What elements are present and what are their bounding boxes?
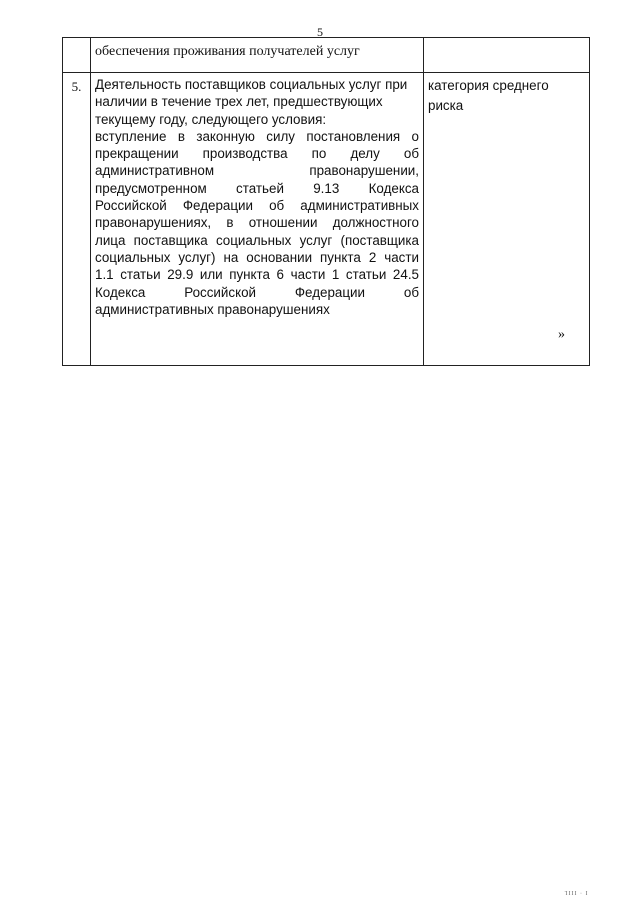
condition-line: вступление в законную силу постановления о [95, 128, 419, 144]
risk-category-table [62, 37, 590, 366]
closing-quote: » [558, 327, 565, 342]
condition-line: предусмотренном статьей 9.13 Кодекса [95, 180, 419, 196]
row-description-cell [91, 73, 424, 366]
condition-line: 1.1 статьи 29.9 или пункта 6 части 1 статьи 24.5 [95, 267, 419, 283]
intro-line: наличии в течение трех лет, предшествующих [95, 94, 383, 110]
condition-line: правонарушениях, в отношении должностного [95, 215, 419, 231]
intro-line: текущему году, следующего условия: [95, 111, 327, 127]
row-category-cell [424, 38, 590, 73]
category-line: категория среднего [428, 78, 549, 93]
table-row-continuation [63, 38, 590, 73]
condition-line: административном правонарушении, [95, 163, 419, 179]
footer-mark: ΊΙΙΙ · Ι [565, 891, 589, 897]
condition-line: социальных услуг) на основании пункта 2 части [95, 249, 419, 265]
condition-line: административных правонарушениях [95, 301, 330, 317]
condition-line: прекращении производства по делу об [95, 146, 419, 162]
category-line: риска [428, 98, 464, 113]
condition-line: Кодекса Российской Федерации об [95, 284, 419, 300]
row-description-intro [95, 76, 419, 128]
table-row-5 [63, 73, 590, 366]
row-number-cell [63, 38, 91, 73]
intro-line: Деятельность поставщиков социальных услуг при [95, 77, 408, 92]
row-category-cell [424, 73, 590, 366]
condition-line: лица поставщика социальных услуг (поставщика [95, 232, 419, 248]
row-number-cell: 5. [63, 73, 91, 366]
row-description-cell: обеспечения проживания получателей услуг [91, 38, 424, 73]
page-number: 5 [317, 25, 323, 39]
row-description-condition [95, 128, 419, 318]
condition-line: Российской Федерации об административных [95, 198, 419, 214]
